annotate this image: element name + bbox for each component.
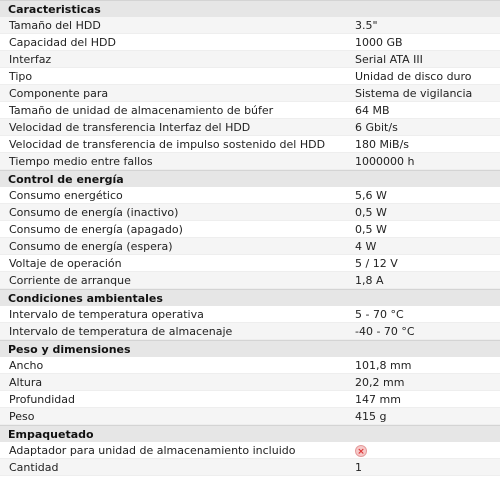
spec-label: Velocidad de transferencia de impulso sostenido del HDD [9,137,326,151]
spec-value: 1000 GB [355,35,403,49]
spec-row [0,442,500,459]
spec-value: 1 [355,460,362,474]
spec-row [0,85,500,102]
section-title: Condiciones ambientales [0,289,500,306]
section-title: Caracteristicas [0,0,500,17]
section-caracteristicas [0,0,500,170]
spec-label: Intervalo de temperatura operativa [9,307,204,321]
section-empaquetado [0,425,500,476]
spec-label: Interfaz [9,52,52,66]
section-peso-dimensiones [0,340,500,425]
spec-row [0,408,500,425]
spec-row [0,238,500,255]
spec-label: Voltaje de operación [9,256,122,270]
spec-label: Tamaño del HDD [9,18,101,32]
spec-label: Velocidad de transferencia Interfaz del HDD [9,120,251,134]
spec-row [0,119,500,136]
spec-row [0,68,500,85]
spec-value: 5 - 70 °C [355,307,404,321]
spec-label: Peso [9,409,35,423]
spec-label: Intervalo de temperatura de almacenaje [9,324,233,338]
section-title: Control de energía [0,170,500,187]
spec-value: 5 / 12 V [355,256,398,270]
spec-label: Altura [9,375,43,389]
spec-row [0,51,500,68]
spec-value: 101,8 mm [355,358,412,372]
spec-label: Consumo de energía (apagado) [9,222,183,236]
spec-row [0,102,500,119]
spec-value: 5,6 W [355,188,387,202]
spec-row [0,459,500,476]
section-control-energia [0,170,500,289]
spec-value: 64 MB [355,103,390,117]
spec-row [0,153,500,170]
spec-row [0,221,500,238]
spec-label: Consumo de energía (inactivo) [9,205,179,219]
spec-value: 0,5 W [355,205,387,219]
spec-value: 6 Gbit/s [355,120,398,134]
spec-label: Corriente de arranque [9,273,131,287]
spec-value: -40 - 70 °C [355,324,415,338]
spec-row [0,136,500,153]
spec-row [0,374,500,391]
spec-row [0,272,500,289]
spec-row [0,323,500,340]
spec-value: 1,8 A [355,273,384,287]
spec-label: Tipo [9,69,33,83]
spec-label: Tamaño de unidad de almacenamiento de búfer [9,103,274,117]
spec-row [0,34,500,51]
spec-value: Serial ATA III [355,52,423,66]
spec-value: 20,2 mm [355,375,405,389]
spec-label: Cantidad [9,460,59,474]
spec-value: Unidad de disco duro [355,69,472,83]
spec-row [0,187,500,204]
spec-label: Componente para [9,86,109,100]
spec-value: 4 W [355,239,377,253]
spec-row [0,255,500,272]
spec-value: 415 g [355,409,387,423]
section-condiciones-ambientales [0,289,500,340]
spec-label: Capacidad del HDD [9,35,116,49]
spec-label: Ancho [9,358,44,372]
spec-value: 1000000 h [355,154,415,168]
spec-value: 180 MiB/s [355,137,410,151]
spec-value: 0,5 W [355,222,387,236]
spec-row [0,357,500,374]
spec-row [0,391,500,408]
spec-row [0,306,500,323]
spec-value: 147 mm [355,392,401,406]
spec-value: Sistema de vigilancia [355,86,473,100]
spec-label: Profundidad [9,392,76,406]
spec-label: Consumo de energía (espera) [9,239,173,253]
spec-row [0,204,500,221]
spec-value [345,444,500,457]
spec-label: Tiempo medio entre fallos [9,154,153,168]
spec-label: Consumo energético [9,188,123,202]
spec-value: 3.5" [355,18,378,32]
spec-row [0,17,500,34]
no-icon: × [355,445,367,457]
section-title: Peso y dimensiones [0,340,500,357]
section-title: Empaquetado [0,425,500,442]
spec-label: Adaptador para unidad de almacenamiento incluido [9,443,296,457]
